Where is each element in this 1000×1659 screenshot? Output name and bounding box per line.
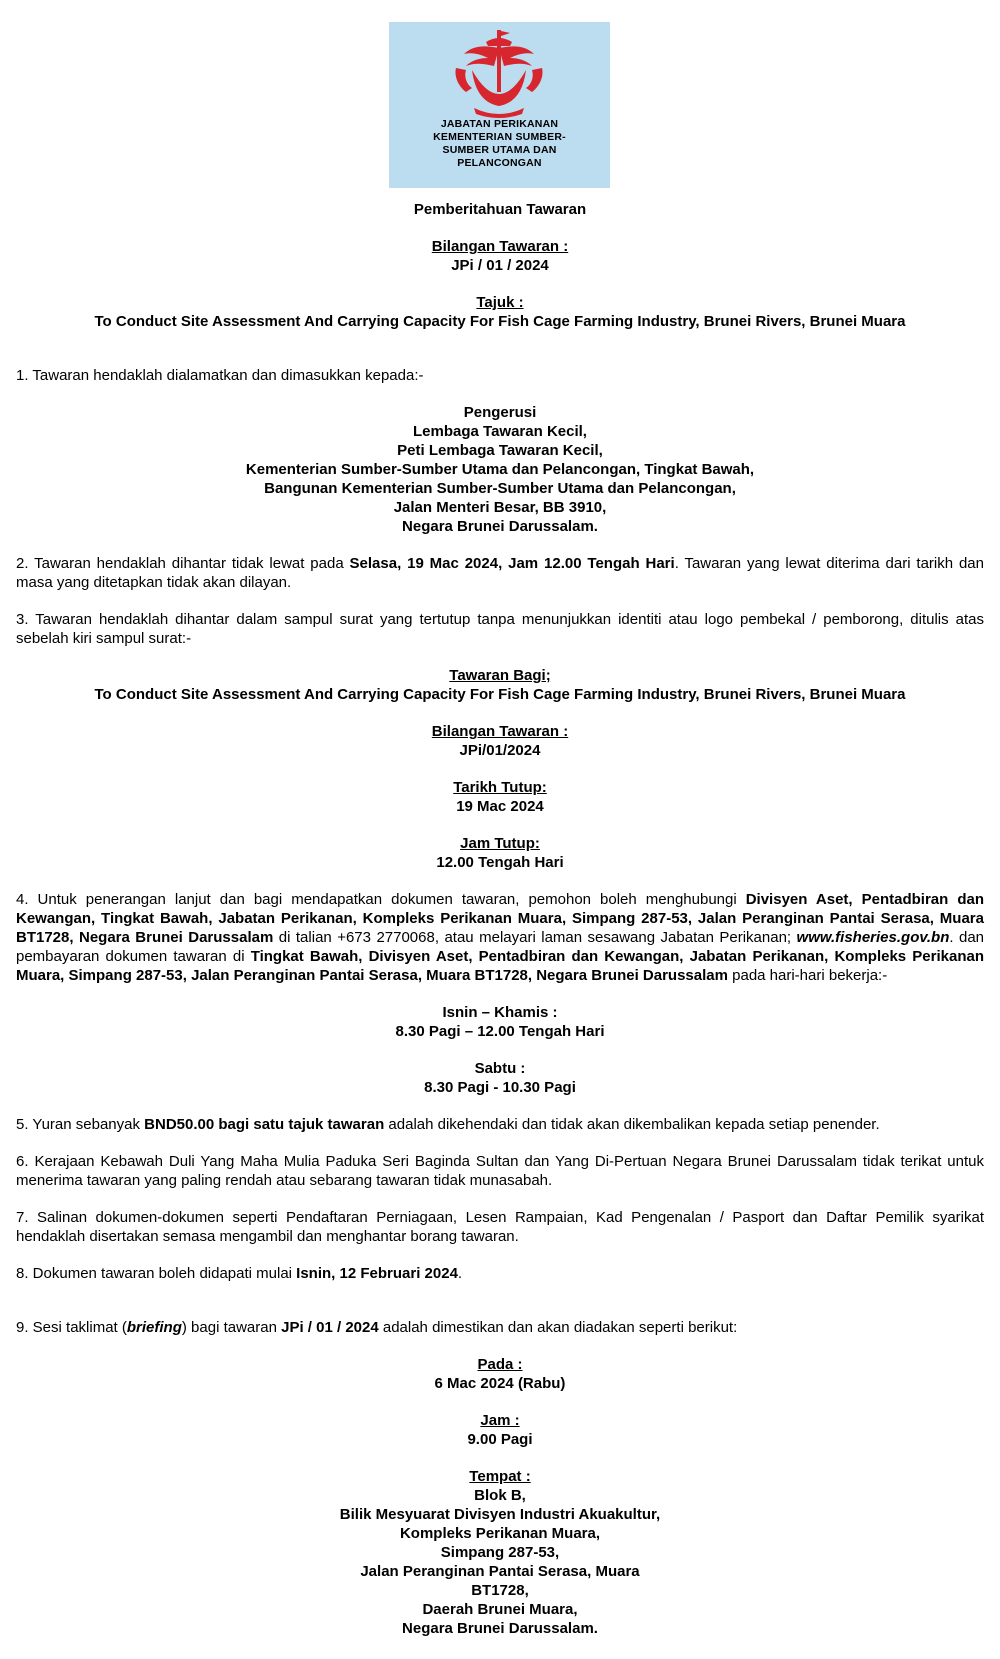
text-run: 5. Yuran sebanyak — [16, 1116, 145, 1133]
ref-value: JPi / 01 / 2024 — [451, 257, 549, 274]
ref-label-2: Bilangan Tawaran : — [431, 723, 569, 740]
section-1-text: 1. Tawaran hendaklah dialamatkan dan dimasukkan kepada:- — [16, 367, 424, 384]
text-run: adalah dikehendaki dan tidak akan dikembalikan kepada setiap penender. — [384, 1116, 880, 1133]
website-link[interactable]: www.fisheries.gov.bn — [796, 929, 950, 946]
ref-label: Bilangan Tawaran : — [431, 238, 569, 255]
section-5-text — [16, 1115, 984, 1134]
venue-line: Kompleks Perikanan Muara, — [399, 1525, 601, 1542]
logo-line: SUMBER UTAMA DAN — [442, 144, 557, 156]
venue-line: Simpang 287-53, — [440, 1544, 560, 1561]
text-run: . Tawaran yang lewat diterima dari tarikh dan masa yang ditetapkan tidak akan dilayan. — [16, 555, 984, 591]
text-run: di talian +673 2770068, atau melayari laman sesawang Jabatan Perikanan; — [273, 929, 797, 946]
working-days-2: Sabtu : — [474, 1060, 526, 1077]
address-line: Pengerusi — [463, 404, 537, 421]
section-7-text: 7. Salinan dokumen-dokumen seperti Pendaftaran Perniagaan, Lesen Rampaian, Kad Pengenalan / Pasport dan Daftar Pemilik syarikat hendaklah disertakan semasa mengambil dan menghantar borang tawaran. — [16, 1209, 984, 1245]
text-run: 2. Tawaran hendaklah dihantar tidak lewat pada — [16, 555, 350, 572]
address-line: Negara Brunei Darussalam. — [402, 518, 598, 535]
address-line: Bangunan Kementerian Sumber-Sumber Utama dan Pelancongan, — [264, 480, 736, 497]
fee-amount: BND50.00 bagi satu tajuk tawaran — [144, 1116, 385, 1133]
tarikh-label: Tarikh Tutup: — [453, 779, 547, 796]
address-line: Lembaga Tawaran Kecil, — [413, 423, 587, 440]
tempat-label: Tempat : — [469, 1468, 531, 1485]
department-logo — [389, 22, 610, 188]
text-run: 8. Dokumen tawaran boleh didapati mulai — [16, 1265, 297, 1282]
section-6-text: 6. Kerajaan Kebawah Duli Yang Maha Mulia Paduka Seri Baginda Sultan dan Yang Di-Pertuan Negara Brunei Darussalam tidak terikat untuk menerima tawaran yang paling rendah atau sebarang tawaran tidak munasabah. — [16, 1153, 984, 1189]
venue-line: Blok B, — [474, 1487, 526, 1504]
pada-label: Pada : — [477, 1356, 523, 1373]
ref-value-2: JPi/01/2024 — [459, 742, 541, 759]
text-run: adalah dimestikan dan akan diadakan seperti berikut: — [378, 1319, 738, 1336]
tender-notice — [16, 200, 984, 1638]
text-run: ) bagi tawaran — [181, 1319, 282, 1336]
working-hours-2: 8.30 Pagi - 10.30 Pagi — [424, 1079, 576, 1096]
address-line: Jalan Menteri Besar, BB 3910, — [393, 499, 607, 516]
logo-line: PELANCONGAN — [457, 157, 542, 169]
document-available-date: Isnin, 12 Februari 2024 — [296, 1265, 458, 1282]
pada-value: 6 Mac 2024 (Rabu) — [434, 1375, 566, 1392]
text-run: 4. Untuk penerangan lanjut dan bagi mendapatkan dokumen tawaran, pemohon boleh menghubungi — [16, 891, 746, 908]
logo-line: KEMENTERIAN SUMBER- — [433, 131, 566, 143]
venue-line: Bilik Mesyuarat Divisyen Industri Akuakultur, — [339, 1506, 661, 1523]
page-title: Pemberitahuan Tawaran — [413, 201, 587, 218]
jam-label: Jam : — [480, 1412, 520, 1429]
bagi-value: To Conduct Site Assessment And Carrying Capacity For Fish Cage Farming Industry, Brunei Rivers, Brunei Muara — [94, 686, 906, 703]
briefing-term: briefing — [126, 1319, 182, 1336]
contact-division: Divisyen Aset, Pentadbiran dan Kewangan, Tingkat Bawah, Jabatan Perikanan, Kompleks Perikanan Muara, Simpang 287-53, Jalan Peranginan Pantai Serasa, Muara BT1728, Negara Brunei Darussalam — [16, 891, 984, 946]
venue-line: BT1728, — [471, 1582, 529, 1599]
section-2-text — [16, 554, 984, 592]
jam-tutup-value: 12.00 Tengah Hari — [436, 854, 564, 871]
tender-ref-inline: JPi / 01 / 2024 — [281, 1319, 379, 1336]
address-line: Peti Lembaga Tawaran Kecil, — [397, 442, 603, 459]
text-run: pada hari-hari bekerja:- — [727, 967, 888, 984]
logo-org-name — [389, 118, 610, 170]
text-run: . dan pembayaran dokumen tawaran di — [16, 929, 985, 965]
text-run: 9. Sesi taklimat ( — [16, 1319, 127, 1336]
address-line: Kementerian Sumber-Sumber Utama dan Pelancongan, Tingkat Bawah, — [245, 461, 755, 478]
brunei-crest-icon — [444, 28, 554, 120]
section-4-text — [16, 890, 984, 985]
venue-line: Negara Brunei Darussalam. — [402, 1620, 598, 1637]
section-3-text: 3. Tawaran hendaklah dihantar dalam sampul surat yang tertutup tanpa menunjukkan identiti atau logo pembekal / pemborong, ditulis atas sebelah kiri sampul surat:- — [16, 611, 984, 647]
text-run: . — [457, 1265, 463, 1282]
section-9-text — [16, 1318, 984, 1337]
briefing-venue — [16, 1486, 984, 1638]
tajuk-label: Tajuk : — [476, 294, 524, 311]
logo-line: JABATAN PERIKANAN — [440, 118, 559, 130]
closing-datetime: Selasa, 19 Mac 2024, Jam 12.00 Tengah Hari — [349, 555, 675, 572]
bagi-label: Tawaran Bagi; — [449, 667, 551, 684]
working-days-1: Isnin – Khamis : — [442, 1004, 558, 1021]
tarikh-value: 19 Mac 2024 — [456, 798, 544, 815]
working-hours-1: 8.30 Pagi – 12.00 Tengah Hari — [395, 1023, 605, 1040]
payment-location: Tingkat Bawah, Divisyen Aset, Pentadbiran dan Kewangan, Jabatan Perikanan, Kompleks Perikanan Muara, Simpang 287-53, Jalan Peranginan Pantai Serasa, Muara BT1728, Negara Brunei Darussalam — [16, 948, 984, 984]
tajuk-value: To Conduct Site Assessment And Carrying Capacity For Fish Cage Farming Industry, Brunei Rivers, Brunei Muara — [94, 313, 906, 330]
venue-line: Jalan Peranginan Pantai Serasa, Muara — [360, 1563, 640, 1580]
jam-value: 9.00 Pagi — [467, 1431, 533, 1448]
submission-address — [16, 403, 984, 536]
venue-line: Daerah Brunei Muara, — [422, 1601, 578, 1618]
jam-tutup-label: Jam Tutup: — [460, 835, 540, 852]
section-8-text — [16, 1264, 984, 1283]
